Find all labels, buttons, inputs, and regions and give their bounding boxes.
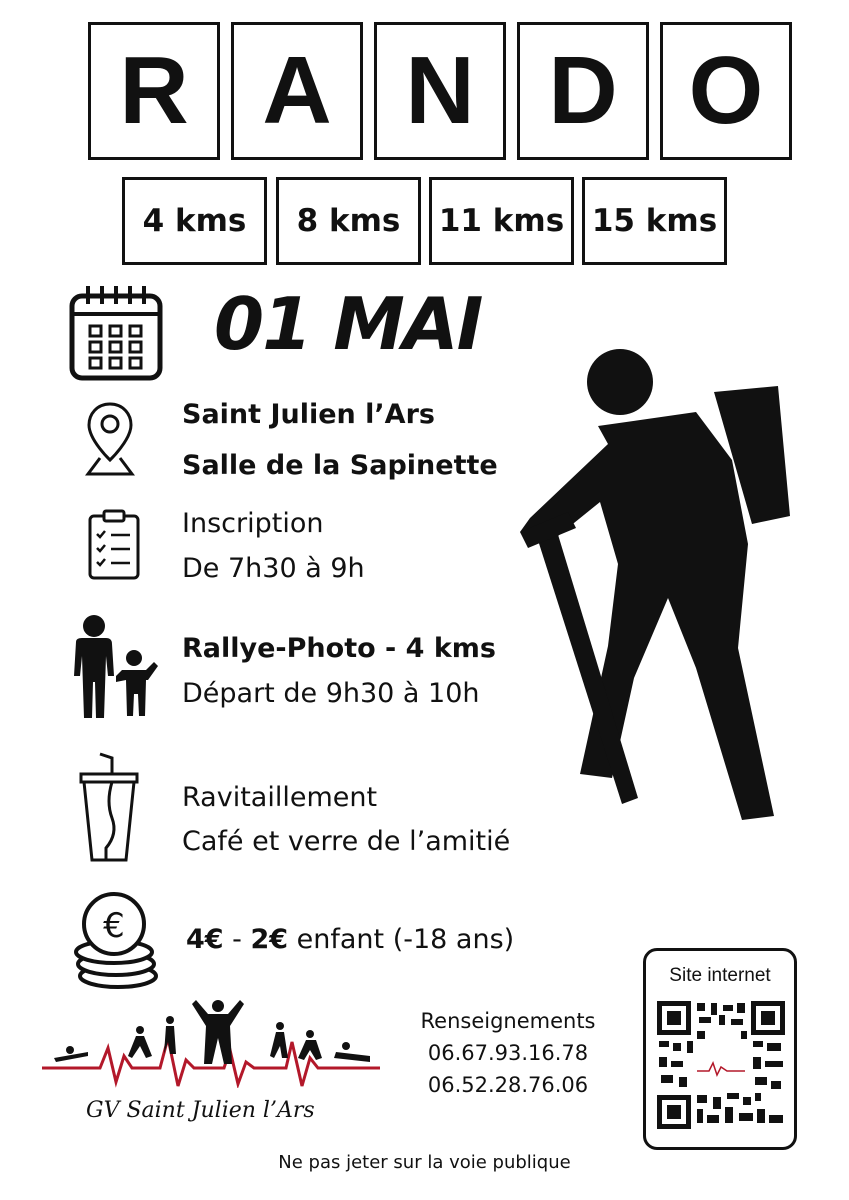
hiker-icon <box>516 348 792 828</box>
rally-departure: Départ de 9h30 à 10h <box>182 678 480 709</box>
qr-card[interactable] <box>643 948 797 1150</box>
contact-phone-2: 06.52.28.76.06 <box>427 1073 589 1097</box>
title-letter-o: O <box>660 22 792 160</box>
price-child-suffix: enfant (-18 ans) <box>288 924 515 955</box>
title-letter-n: N <box>374 22 506 160</box>
contact-phone-1: 06.67.93.16.78 <box>427 1041 589 1065</box>
registration-hours: De 7h30 à 9h <box>182 553 365 584</box>
title-letter-d: D <box>517 22 649 160</box>
contact-block <box>398 1005 618 1101</box>
contact-title: Renseignements <box>420 1009 596 1033</box>
event-date: 01 MAI <box>214 282 482 366</box>
parent-child-icon <box>64 612 158 720</box>
drink-cup-icon <box>78 752 140 864</box>
euro-coins-icon <box>70 890 162 990</box>
calendar-icon <box>68 282 164 382</box>
price-adult: 4€ <box>186 924 224 955</box>
club-logo <box>40 998 382 1088</box>
price-child: 2€ <box>250 924 289 955</box>
clipboard-checklist-icon <box>86 508 142 582</box>
distance-11km: 11 kms <box>429 177 574 265</box>
distance-8km: 8 kms <box>276 177 421 265</box>
title-letter-r: R <box>88 22 220 160</box>
location-pin-icon <box>84 400 136 480</box>
title-letter-a: A <box>231 22 363 160</box>
location-town: Saint Julien l’Ars <box>182 399 435 430</box>
location-venue: Salle de la Sapinette <box>182 450 498 481</box>
rally-title: Rallye-Photo - 4 kms <box>182 633 497 664</box>
price-line <box>186 924 514 955</box>
registration-title: Inscription <box>182 508 324 539</box>
refreshments-detail: Café et verre de l’amitié <box>182 826 511 857</box>
qr-code-icon[interactable] <box>657 1001 785 1129</box>
distance-4km: 4 kms <box>122 177 267 265</box>
svg-text:€: € <box>103 906 125 946</box>
footer-notice: Ne pas jeter sur la voie publique <box>278 1152 571 1173</box>
distance-15km: 15 kms <box>582 177 727 265</box>
qr-label: Site internet <box>669 965 771 986</box>
refreshments-title: Ravitaillement <box>182 782 378 813</box>
club-name: GV Saint Julien l’Ars <box>86 1098 315 1123</box>
price-separator: - <box>223 924 251 955</box>
